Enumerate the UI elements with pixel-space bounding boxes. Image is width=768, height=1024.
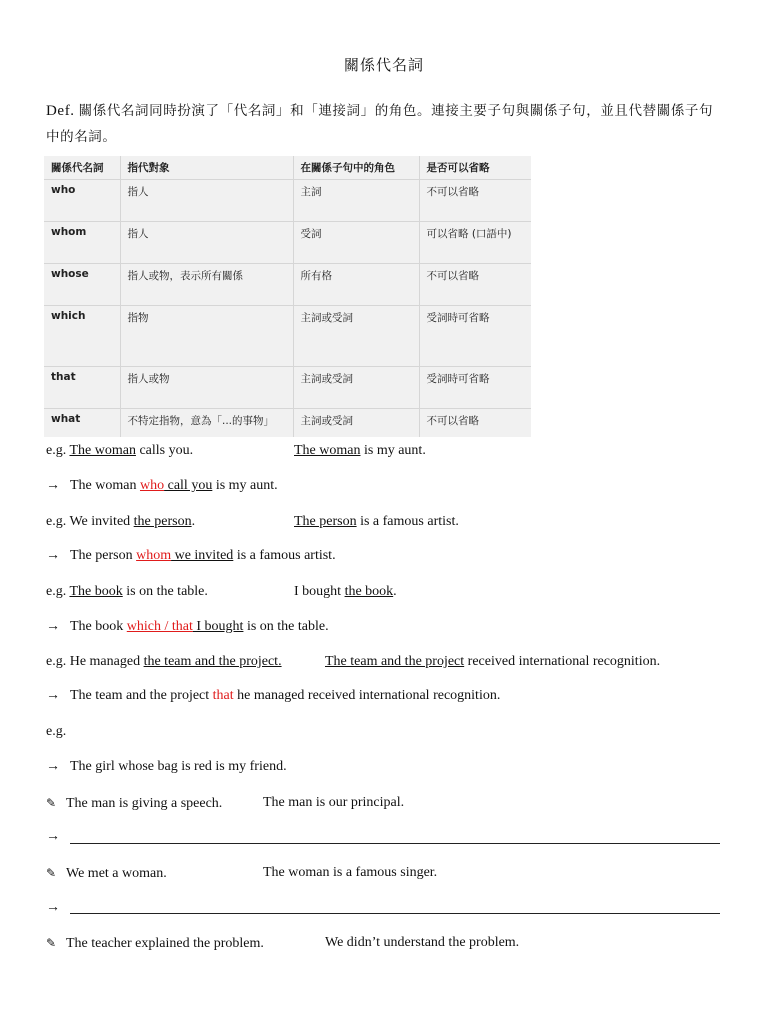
table-cell: 指人 <box>120 222 293 264</box>
underlined-phrase: the person <box>133 514 192 529</box>
sentence-text: We didn’t understand the problem. <box>325 935 520 950</box>
definition-label: Def. <box>46 103 75 119</box>
answer-blank-line[interactable] <box>70 913 720 914</box>
sentence-text: The person <box>70 548 137 563</box>
page-title: 關係代名詞 <box>343 58 424 74</box>
table-cell: 主詞或受詞 <box>293 409 419 437</box>
underlined-phrase: The woman <box>69 443 136 458</box>
definition <box>46 98 722 149</box>
table-cell: that <box>44 367 120 409</box>
underlined-phrase: I bought <box>192 619 244 634</box>
sentence-text: he managed received international recognition. <box>233 688 501 703</box>
sentence-text: He managed <box>69 654 144 669</box>
sentence-text: The book <box>70 619 127 634</box>
exercise-prompt <box>325 934 519 952</box>
sentence-text: calls you. <box>135 443 194 458</box>
table-cell: what <box>44 409 120 437</box>
sentence-text: is on the table. <box>243 619 329 634</box>
example-sentence <box>294 442 426 460</box>
combined-sentence <box>46 687 500 705</box>
relative-pronoun-table <box>44 156 531 437</box>
sentence-text: The man is giving a speech. <box>66 796 223 811</box>
pencil-icon: ✎ <box>46 936 57 950</box>
underlined-phrase: the book <box>344 584 394 599</box>
example-sentence <box>46 442 193 460</box>
table-cell: 主詞 <box>293 180 419 222</box>
table-cell: 主詞或受詞 <box>293 306 419 367</box>
table-cell: which <box>44 306 120 367</box>
combined-sentence <box>46 477 278 495</box>
table-cell: 主詞或受詞 <box>293 367 419 409</box>
sentence-text: is a famous artist. <box>233 548 336 563</box>
table-cell: 所有格 <box>293 264 419 306</box>
sentence-text: The team and the project <box>70 688 213 703</box>
table-header-row <box>44 156 531 180</box>
eg-label: e.g. <box>46 443 67 458</box>
table-row <box>44 306 531 367</box>
sentence-text: The woman <box>70 478 140 493</box>
right-arrow-icon: → <box>46 759 60 774</box>
table-row <box>44 222 531 264</box>
underlined-phrase: we invited <box>171 548 234 563</box>
table-row <box>44 180 531 222</box>
exercise-prompt <box>46 794 222 813</box>
table-cell: 指人或物 <box>120 367 293 409</box>
example-sentence <box>294 513 459 531</box>
table-cell: 不可以省略 <box>419 409 531 437</box>
sentence-text: The man is our principal. <box>263 795 405 810</box>
eg-label: e.g. <box>46 724 67 739</box>
table-cell: 不特定指物，意為「...的事物」 <box>120 409 293 437</box>
sentence-text: is on the table. <box>122 584 208 599</box>
exercise-prompt <box>263 864 437 882</box>
relative-pronoun-highlight: which / that <box>126 619 193 634</box>
underlined-phrase: The team and the project <box>325 654 465 669</box>
right-arrow-icon: → <box>46 900 60 915</box>
right-arrow-icon: → <box>46 829 60 844</box>
sentence-text: is my aunt. <box>212 478 278 493</box>
sentence-text: The teacher explained the problem. <box>66 936 264 951</box>
table-header: 在關係子句中的角色 <box>293 156 419 180</box>
underlined-phrase: call you <box>164 478 213 493</box>
table-cell: 受詞時可省略 <box>419 306 531 367</box>
right-arrow-icon: → <box>46 548 60 563</box>
right-arrow-icon: → <box>46 619 60 634</box>
table-cell: 受詞時可省略 <box>419 367 531 409</box>
table-cell: who <box>44 180 120 222</box>
right-arrow-icon: → <box>46 478 60 493</box>
sentence-text: We met a woman. <box>66 866 167 881</box>
pencil-icon: ✎ <box>46 866 57 880</box>
underlined-phrase: the team and the project. <box>143 654 282 669</box>
pencil-icon: ✎ <box>46 796 57 810</box>
example-sentence <box>46 653 282 671</box>
sentence-text: received international recognition. <box>464 654 661 669</box>
example-sentence <box>325 653 660 671</box>
sentence-text: . <box>393 584 397 599</box>
sentence-text: . <box>191 514 196 529</box>
table-row <box>44 264 531 306</box>
underlined-phrase: The book <box>69 584 123 599</box>
relative-pronoun-highlight: who <box>139 478 165 493</box>
table-header: 指代對象 <box>120 156 293 180</box>
right-arrow-icon: → <box>46 688 60 703</box>
table-cell: whom <box>44 222 120 264</box>
table-row <box>44 409 531 437</box>
table-row <box>44 367 531 409</box>
exercise-prompt <box>263 794 404 812</box>
table-cell: 指人 <box>120 180 293 222</box>
answer-blank-line[interactable] <box>70 843 720 844</box>
eg-label: e.g. <box>46 654 67 669</box>
relative-pronoun-highlight: whom <box>136 548 172 563</box>
example-sentence <box>294 583 397 601</box>
combined-sentence <box>46 758 287 776</box>
exercise-prompt <box>46 934 264 953</box>
answer-arrow <box>46 828 70 846</box>
answer-arrow <box>46 899 70 917</box>
definition-text: 關係代名詞同時扮演了「代名詞」和「連接詞」的角色。連接主要子句與關係子句，並且代替關係子句中的名詞。 <box>46 103 714 144</box>
sentence-text: is my aunt. <box>360 443 426 458</box>
underlined-phrase: The woman <box>294 443 361 458</box>
sentence-text: The woman is a famous singer. <box>263 865 438 880</box>
table-cell: 不可以省略 <box>419 264 531 306</box>
table-header: 是否可以省略 <box>419 156 531 180</box>
table-header: 關係代名詞 <box>51 162 104 174</box>
exercise-prompt <box>46 864 167 883</box>
combined-sentence <box>46 618 329 636</box>
table-cell: 指物 <box>120 306 293 367</box>
table-cell: whose <box>44 264 120 306</box>
sentence-text: is a famous artist. <box>356 514 459 529</box>
table-cell: 可以省略 (口語中) <box>419 222 531 264</box>
underlined-phrase: The person <box>294 514 357 529</box>
table-cell: 指人或物，表示所有關係 <box>120 264 293 306</box>
example-sentence <box>46 583 208 601</box>
sentence-text: The girl whose bag is red is my friend. <box>70 759 287 774</box>
table-cell: 受詞 <box>293 222 419 264</box>
sentence-text: I bought <box>294 584 345 599</box>
relative-pronoun-highlight: that <box>212 688 234 703</box>
example-sentence <box>46 513 195 531</box>
sentence-text: We invited <box>69 514 134 529</box>
eg-label: e.g. <box>46 584 67 599</box>
eg-label: e.g. <box>46 514 67 529</box>
combined-sentence <box>46 547 336 565</box>
table-cell: 不可以省略 <box>419 180 531 222</box>
example-sentence <box>46 723 66 741</box>
